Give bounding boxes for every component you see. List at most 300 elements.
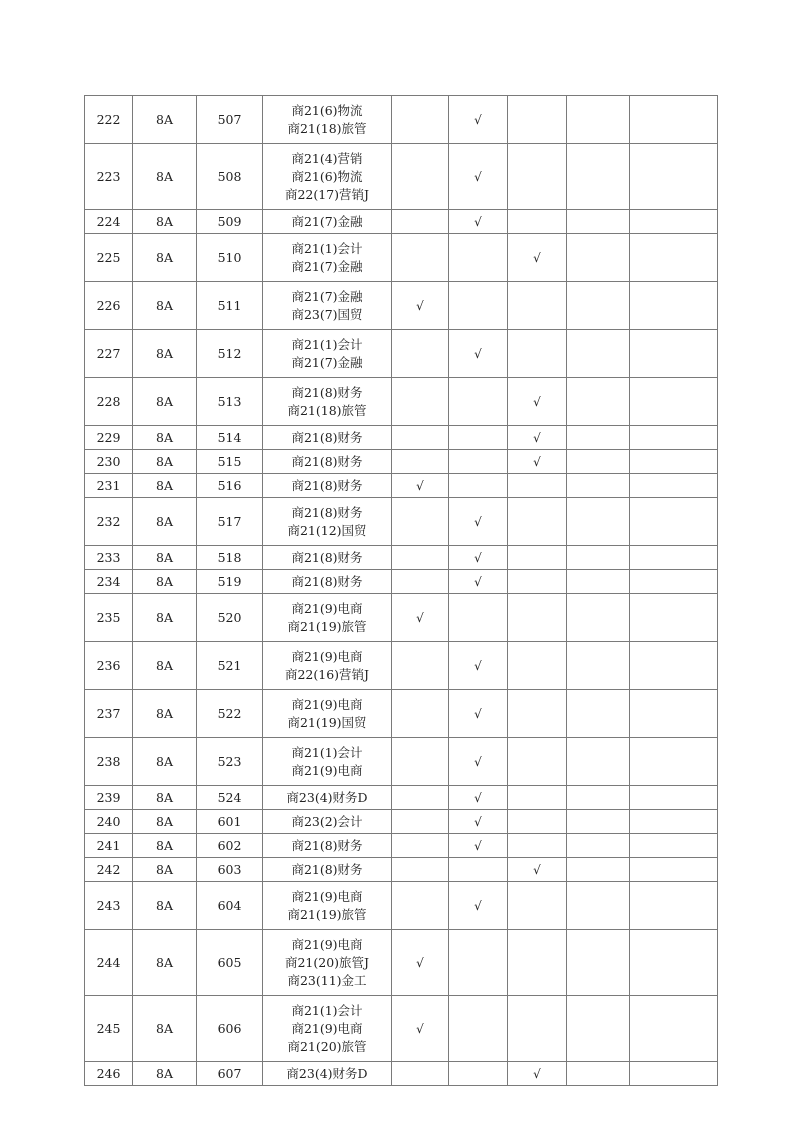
class-name: 商21(1)会计: [291, 336, 363, 352]
cell-building: 8A: [133, 426, 197, 450]
cell-status-3: [508, 498, 567, 546]
cell-status-4: [567, 996, 630, 1062]
cell-building: 8A: [133, 594, 197, 642]
cell-room: 509: [197, 210, 263, 234]
cell-status-5: [630, 834, 718, 858]
cell-room: 513: [197, 378, 263, 426]
class-name: 商23(7)国贸: [291, 306, 363, 322]
cell-status-5: [630, 498, 718, 546]
cell-status-1: [392, 738, 449, 786]
check-mark: √: [474, 814, 482, 829]
class-name: 商21(7)金融: [291, 288, 363, 304]
check-mark: √: [533, 250, 541, 265]
class-name: 商21(20)旅管J: [284, 954, 370, 970]
cell-status-4: [567, 570, 630, 594]
check-mark: √: [416, 298, 424, 313]
cell-room: 515: [197, 450, 263, 474]
cell-status-5: [630, 378, 718, 426]
class-name: 商21(8)财务: [291, 549, 363, 565]
cell-status-2: [449, 642, 508, 690]
cell-classes: [263, 426, 392, 450]
table-row: [85, 96, 718, 144]
cell-serial-number: 232: [85, 498, 133, 546]
cell-status-1: [392, 498, 449, 546]
cell-status-3: [508, 330, 567, 378]
cell-room: 601: [197, 810, 263, 834]
cell-building: 8A: [133, 234, 197, 282]
table-body: [85, 96, 718, 1086]
cell-classes: [263, 786, 392, 810]
cell-classes: [263, 930, 392, 996]
class-name: 商21(6)物流: [291, 102, 363, 118]
cell-room: 517: [197, 498, 263, 546]
cell-classes: [263, 144, 392, 210]
check-mark: √: [474, 346, 482, 361]
cell-status-4: [567, 330, 630, 378]
cell-status-2: [449, 378, 508, 426]
cell-status-3: [508, 378, 567, 426]
class-name: 商21(9)电商: [291, 888, 363, 904]
check-mark: √: [474, 658, 482, 673]
cell-classes: [263, 810, 392, 834]
cell-serial-number: 227: [85, 330, 133, 378]
class-name: 商21(9)电商: [291, 696, 363, 712]
cell-status-4: [567, 858, 630, 882]
check-mark: √: [474, 514, 482, 529]
table-row: [85, 498, 718, 546]
cell-status-1: [392, 1062, 449, 1086]
cell-status-2: [449, 690, 508, 738]
check-mark: √: [474, 112, 482, 127]
cell-building: 8A: [133, 498, 197, 546]
cell-classes: [263, 834, 392, 858]
cell-room: 603: [197, 858, 263, 882]
cell-status-4: [567, 690, 630, 738]
cell-status-1: [392, 690, 449, 738]
check-mark: √: [416, 955, 424, 970]
cell-room: 606: [197, 996, 263, 1062]
cell-status-2: [449, 210, 508, 234]
cell-serial-number: 240: [85, 810, 133, 834]
cell-serial-number: 238: [85, 738, 133, 786]
cell-room: 519: [197, 570, 263, 594]
cell-status-4: [567, 810, 630, 834]
cell-serial-number: 224: [85, 210, 133, 234]
cell-status-3: [508, 1062, 567, 1086]
class-name: 商21(1)会计: [291, 240, 363, 256]
cell-room: 520: [197, 594, 263, 642]
cell-status-5: [630, 144, 718, 210]
cell-room: 514: [197, 426, 263, 450]
cell-room: 523: [197, 738, 263, 786]
cell-room: 516: [197, 474, 263, 498]
cell-status-5: [630, 996, 718, 1062]
table-row: [85, 690, 718, 738]
cell-classes: [263, 546, 392, 570]
cell-status-2: [449, 1062, 508, 1086]
class-name: 商21(9)电商: [291, 648, 363, 664]
cell-status-2: [449, 882, 508, 930]
cell-building: 8A: [133, 450, 197, 474]
cell-building: 8A: [133, 642, 197, 690]
cell-status-3: [508, 642, 567, 690]
cell-building: 8A: [133, 690, 197, 738]
cell-building: 8A: [133, 996, 197, 1062]
cell-status-5: [630, 930, 718, 996]
cell-status-1: [392, 858, 449, 882]
cell-building: 8A: [133, 378, 197, 426]
table-row: [85, 474, 718, 498]
table-row: [85, 738, 718, 786]
cell-building: 8A: [133, 738, 197, 786]
cell-status-1: [392, 786, 449, 810]
cell-building: 8A: [133, 96, 197, 144]
cell-serial-number: 244: [85, 930, 133, 996]
class-name: 商21(19)国贸: [287, 714, 367, 730]
cell-classes: [263, 282, 392, 330]
cell-serial-number: 233: [85, 546, 133, 570]
class-name: 商21(18)旅管: [287, 402, 367, 418]
class-name: 商23(4)财务D: [286, 789, 368, 805]
cell-classes: [263, 738, 392, 786]
cell-status-3: [508, 996, 567, 1062]
table-row: [85, 282, 718, 330]
cell-status-2: [449, 738, 508, 786]
class-name: 商21(8)财务: [291, 504, 363, 520]
cell-status-2: [449, 282, 508, 330]
cell-serial-number: 236: [85, 642, 133, 690]
cell-status-5: [630, 810, 718, 834]
room-allocation-table: [84, 95, 718, 1086]
cell-status-4: [567, 210, 630, 234]
class-name: 商23(4)财务D: [286, 1065, 368, 1081]
cell-serial-number: 243: [85, 882, 133, 930]
cell-status-4: [567, 930, 630, 996]
cell-room: 604: [197, 882, 263, 930]
cell-serial-number: 230: [85, 450, 133, 474]
cell-status-3: [508, 834, 567, 858]
check-mark: √: [416, 1021, 424, 1036]
class-name: 商21(8)财务: [291, 477, 363, 493]
check-mark: √: [474, 169, 482, 184]
class-name: 商21(9)电商: [291, 1020, 363, 1036]
cell-status-1: [392, 930, 449, 996]
class-name: 商21(7)金融: [291, 258, 363, 274]
cell-status-3: [508, 930, 567, 996]
cell-status-4: [567, 378, 630, 426]
class-name: 商21(8)财务: [291, 861, 363, 877]
cell-status-1: [392, 282, 449, 330]
class-name: 商21(9)电商: [291, 936, 363, 952]
cell-serial-number: 242: [85, 858, 133, 882]
cell-status-5: [630, 786, 718, 810]
cell-status-4: [567, 234, 630, 282]
cell-status-2: [449, 498, 508, 546]
cell-status-5: [630, 426, 718, 450]
cell-status-2: [449, 810, 508, 834]
cell-serial-number: 246: [85, 1062, 133, 1086]
cell-status-4: [567, 882, 630, 930]
cell-status-4: [567, 642, 630, 690]
class-name: 商21(9)电商: [291, 762, 363, 778]
cell-serial-number: 231: [85, 474, 133, 498]
cell-status-2: [449, 426, 508, 450]
cell-status-3: [508, 858, 567, 882]
table-row: [85, 858, 718, 882]
cell-building: 8A: [133, 1062, 197, 1086]
cell-status-4: [567, 474, 630, 498]
class-name: 商21(7)金融: [291, 354, 363, 370]
cell-status-5: [630, 282, 718, 330]
check-mark: √: [474, 706, 482, 721]
cell-status-1: [392, 210, 449, 234]
cell-status-5: [630, 594, 718, 642]
check-mark: √: [416, 478, 424, 493]
cell-status-3: [508, 144, 567, 210]
cell-status-2: [449, 450, 508, 474]
table-row: [85, 594, 718, 642]
cell-status-3: [508, 810, 567, 834]
cell-status-3: [508, 546, 567, 570]
table-row: [85, 546, 718, 570]
cell-room: 510: [197, 234, 263, 282]
cell-room: 602: [197, 834, 263, 858]
cell-serial-number: 235: [85, 594, 133, 642]
cell-status-2: [449, 996, 508, 1062]
cell-status-5: [630, 474, 718, 498]
cell-building: 8A: [133, 810, 197, 834]
cell-status-1: [392, 996, 449, 1062]
cell-building: 8A: [133, 858, 197, 882]
cell-classes: [263, 1062, 392, 1086]
class-name: 商21(6)物流: [291, 168, 363, 184]
cell-status-4: [567, 498, 630, 546]
table-row: [85, 930, 718, 996]
cell-status-2: [449, 330, 508, 378]
check-mark: √: [474, 214, 482, 229]
table-row: [85, 378, 718, 426]
cell-classes: [263, 330, 392, 378]
cell-room: 508: [197, 144, 263, 210]
cell-building: 8A: [133, 786, 197, 810]
cell-room: 607: [197, 1062, 263, 1086]
table-row: [85, 882, 718, 930]
class-name: 商22(16)营销J: [284, 666, 370, 682]
check-mark: √: [474, 898, 482, 913]
check-mark: √: [474, 550, 482, 565]
cell-status-3: [508, 474, 567, 498]
cell-status-5: [630, 690, 718, 738]
cell-status-1: [392, 330, 449, 378]
cell-serial-number: 241: [85, 834, 133, 858]
cell-status-2: [449, 834, 508, 858]
class-name: 商21(20)旅管: [287, 1038, 367, 1054]
class-name: 商21(9)电商: [291, 600, 363, 616]
cell-building: 8A: [133, 282, 197, 330]
cell-building: 8A: [133, 210, 197, 234]
class-name: 商21(12)国贸: [287, 522, 367, 538]
check-mark: √: [533, 394, 541, 409]
cell-status-3: [508, 210, 567, 234]
cell-status-2: [449, 570, 508, 594]
table-row: [85, 786, 718, 810]
check-mark: √: [533, 1066, 541, 1081]
check-mark: √: [474, 574, 482, 589]
cell-status-4: [567, 786, 630, 810]
table-row: [85, 570, 718, 594]
cell-room: 507: [197, 96, 263, 144]
class-name: 商21(19)旅管: [287, 618, 367, 634]
cell-status-3: [508, 234, 567, 282]
cell-room: 512: [197, 330, 263, 378]
cell-status-4: [567, 594, 630, 642]
cell-status-1: [392, 474, 449, 498]
cell-status-3: [508, 450, 567, 474]
cell-status-5: [630, 738, 718, 786]
table-row: [85, 834, 718, 858]
cell-serial-number: 223: [85, 144, 133, 210]
cell-status-1: [392, 882, 449, 930]
table-row: [85, 426, 718, 450]
cell-status-4: [567, 144, 630, 210]
cell-status-1: [392, 450, 449, 474]
table-row: [85, 1062, 718, 1086]
cell-status-5: [630, 450, 718, 474]
cell-serial-number: 225: [85, 234, 133, 282]
cell-building: 8A: [133, 144, 197, 210]
cell-status-4: [567, 1062, 630, 1086]
cell-room: 521: [197, 642, 263, 690]
table-row: [85, 234, 718, 282]
table-row: [85, 810, 718, 834]
cell-status-5: [630, 210, 718, 234]
class-name: 商21(8)财务: [291, 429, 363, 445]
cell-status-5: [630, 546, 718, 570]
table-row: [85, 642, 718, 690]
check-mark: √: [416, 610, 424, 625]
cell-classes: [263, 642, 392, 690]
cell-status-3: [508, 690, 567, 738]
check-mark: √: [533, 430, 541, 445]
class-name: 商21(8)财务: [291, 453, 363, 469]
cell-status-2: [449, 546, 508, 570]
cell-serial-number: 239: [85, 786, 133, 810]
cell-serial-number: 228: [85, 378, 133, 426]
cell-status-2: [449, 594, 508, 642]
cell-status-2: [449, 930, 508, 996]
cell-status-2: [449, 234, 508, 282]
cell-status-4: [567, 282, 630, 330]
cell-classes: [263, 234, 392, 282]
cell-status-5: [630, 234, 718, 282]
cell-status-3: [508, 594, 567, 642]
class-name: 商21(8)财务: [291, 573, 363, 589]
class-name: 商21(1)会计: [291, 744, 363, 760]
cell-classes: [263, 996, 392, 1062]
cell-classes: [263, 570, 392, 594]
cell-status-5: [630, 858, 718, 882]
table-row: [85, 210, 718, 234]
class-name: 商23(2)会计: [291, 813, 363, 829]
class-name: 商21(8)财务: [291, 837, 363, 853]
cell-status-3: [508, 426, 567, 450]
cell-status-5: [630, 882, 718, 930]
cell-room: 605: [197, 930, 263, 996]
cell-status-3: [508, 786, 567, 810]
cell-building: 8A: [133, 474, 197, 498]
cell-status-3: [508, 282, 567, 330]
class-name: 商21(19)旅管: [287, 906, 367, 922]
cell-classes: [263, 594, 392, 642]
cell-serial-number: 229: [85, 426, 133, 450]
cell-status-5: [630, 570, 718, 594]
cell-status-3: [508, 570, 567, 594]
class-name: 商21(1)会计: [291, 1002, 363, 1018]
cell-status-5: [630, 642, 718, 690]
cell-status-5: [630, 330, 718, 378]
cell-serial-number: 222: [85, 96, 133, 144]
cell-serial-number: 226: [85, 282, 133, 330]
cell-room: 522: [197, 690, 263, 738]
cell-status-4: [567, 546, 630, 570]
cell-status-3: [508, 738, 567, 786]
class-name: 商21(7)金融: [291, 213, 363, 229]
cell-building: 8A: [133, 930, 197, 996]
cell-status-2: [449, 786, 508, 810]
cell-status-1: [392, 570, 449, 594]
cell-status-2: [449, 474, 508, 498]
cell-status-1: [392, 144, 449, 210]
cell-classes: [263, 498, 392, 546]
check-mark: √: [474, 838, 482, 853]
cell-serial-number: 237: [85, 690, 133, 738]
table-row: [85, 330, 718, 378]
cell-status-1: [392, 546, 449, 570]
class-name: 商21(8)财务: [291, 384, 363, 400]
cell-status-4: [567, 450, 630, 474]
cell-status-2: [449, 96, 508, 144]
class-name: 商23(11)金工: [287, 972, 367, 988]
cell-building: 8A: [133, 882, 197, 930]
cell-status-1: [392, 642, 449, 690]
cell-status-1: [392, 234, 449, 282]
check-mark: √: [533, 862, 541, 877]
table-row: [85, 144, 718, 210]
cell-classes: [263, 378, 392, 426]
table-row: [85, 996, 718, 1062]
cell-status-4: [567, 738, 630, 786]
cell-status-1: [392, 378, 449, 426]
cell-classes: [263, 858, 392, 882]
cell-status-1: [392, 594, 449, 642]
check-mark: √: [533, 454, 541, 469]
cell-status-1: [392, 834, 449, 858]
cell-status-2: [449, 144, 508, 210]
cell-room: 524: [197, 786, 263, 810]
cell-serial-number: 234: [85, 570, 133, 594]
cell-status-2: [449, 858, 508, 882]
cell-building: 8A: [133, 834, 197, 858]
cell-classes: [263, 210, 392, 234]
cell-status-1: [392, 96, 449, 144]
check-mark: √: [474, 790, 482, 805]
cell-room: 511: [197, 282, 263, 330]
table-row: [85, 450, 718, 474]
cell-status-3: [508, 96, 567, 144]
class-name: 商21(4)营销: [291, 150, 363, 166]
cell-building: 8A: [133, 330, 197, 378]
cell-building: 8A: [133, 570, 197, 594]
